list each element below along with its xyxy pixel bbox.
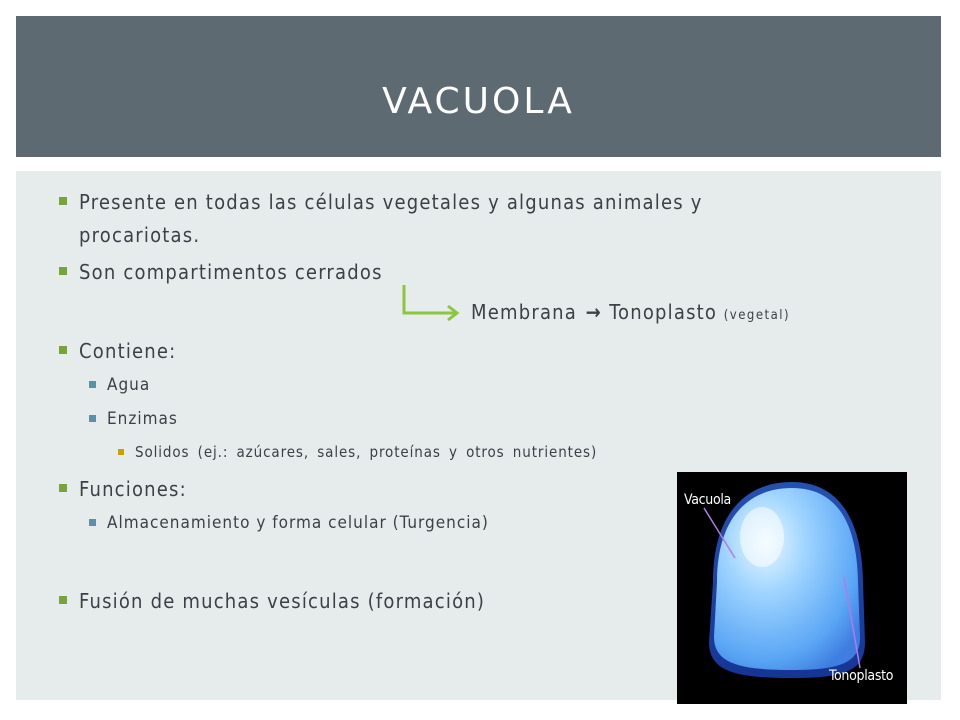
square-bullet-icon <box>59 484 67 492</box>
square-bullet-icon <box>59 596 67 604</box>
square-bullet-icon <box>118 449 124 455</box>
tonoplasto-label: Tonoplasto <box>609 300 718 324</box>
vegetal-note: (vegetal) <box>723 308 791 323</box>
square-bullet-icon <box>59 346 67 354</box>
bullet-presente-line1: Presente en todas las células vegetales y algunas animales y <box>79 190 703 214</box>
bullet-fusion: Fusión de muchas vesículas (formación) <box>79 589 486 613</box>
sub-sub-bullet-solidos: Solidos (ej.: azúcares, sales, proteínas y otros nutrientes) <box>135 443 598 461</box>
membrane-line <box>471 295 790 332</box>
bullet-funciones: Funciones: <box>79 477 187 501</box>
sub-bullet-enzimas: Enzimas <box>107 409 178 429</box>
square-bullet-icon <box>89 415 96 422</box>
bullet-compartimentos: Son compartimentos cerrados <box>79 260 383 284</box>
tonoplasto-figure-label: Tonoplasto <box>829 668 894 684</box>
arrow-right-icon: → <box>585 300 601 324</box>
vacuole-image <box>677 472 907 704</box>
sub-bullet-agua: Agua <box>107 375 151 395</box>
vacuola-label: Vacuola <box>684 492 731 508</box>
bullet-contiene: Contiene: <box>79 339 177 363</box>
slide-title: VACUOLA <box>382 81 575 122</box>
elbow-arrow-icon <box>398 283 464 321</box>
title-bar <box>16 16 941 157</box>
membrane-label: Membrana <box>471 300 578 324</box>
square-bullet-icon <box>89 519 96 526</box>
bullet-presente-line2: procariotas. <box>79 223 201 247</box>
square-bullet-icon <box>59 197 67 205</box>
square-bullet-icon <box>59 267 67 275</box>
square-bullet-icon <box>89 381 96 388</box>
sub-bullet-almacenamiento: Almacenamiento y forma celular (Turgencia) <box>107 513 489 533</box>
